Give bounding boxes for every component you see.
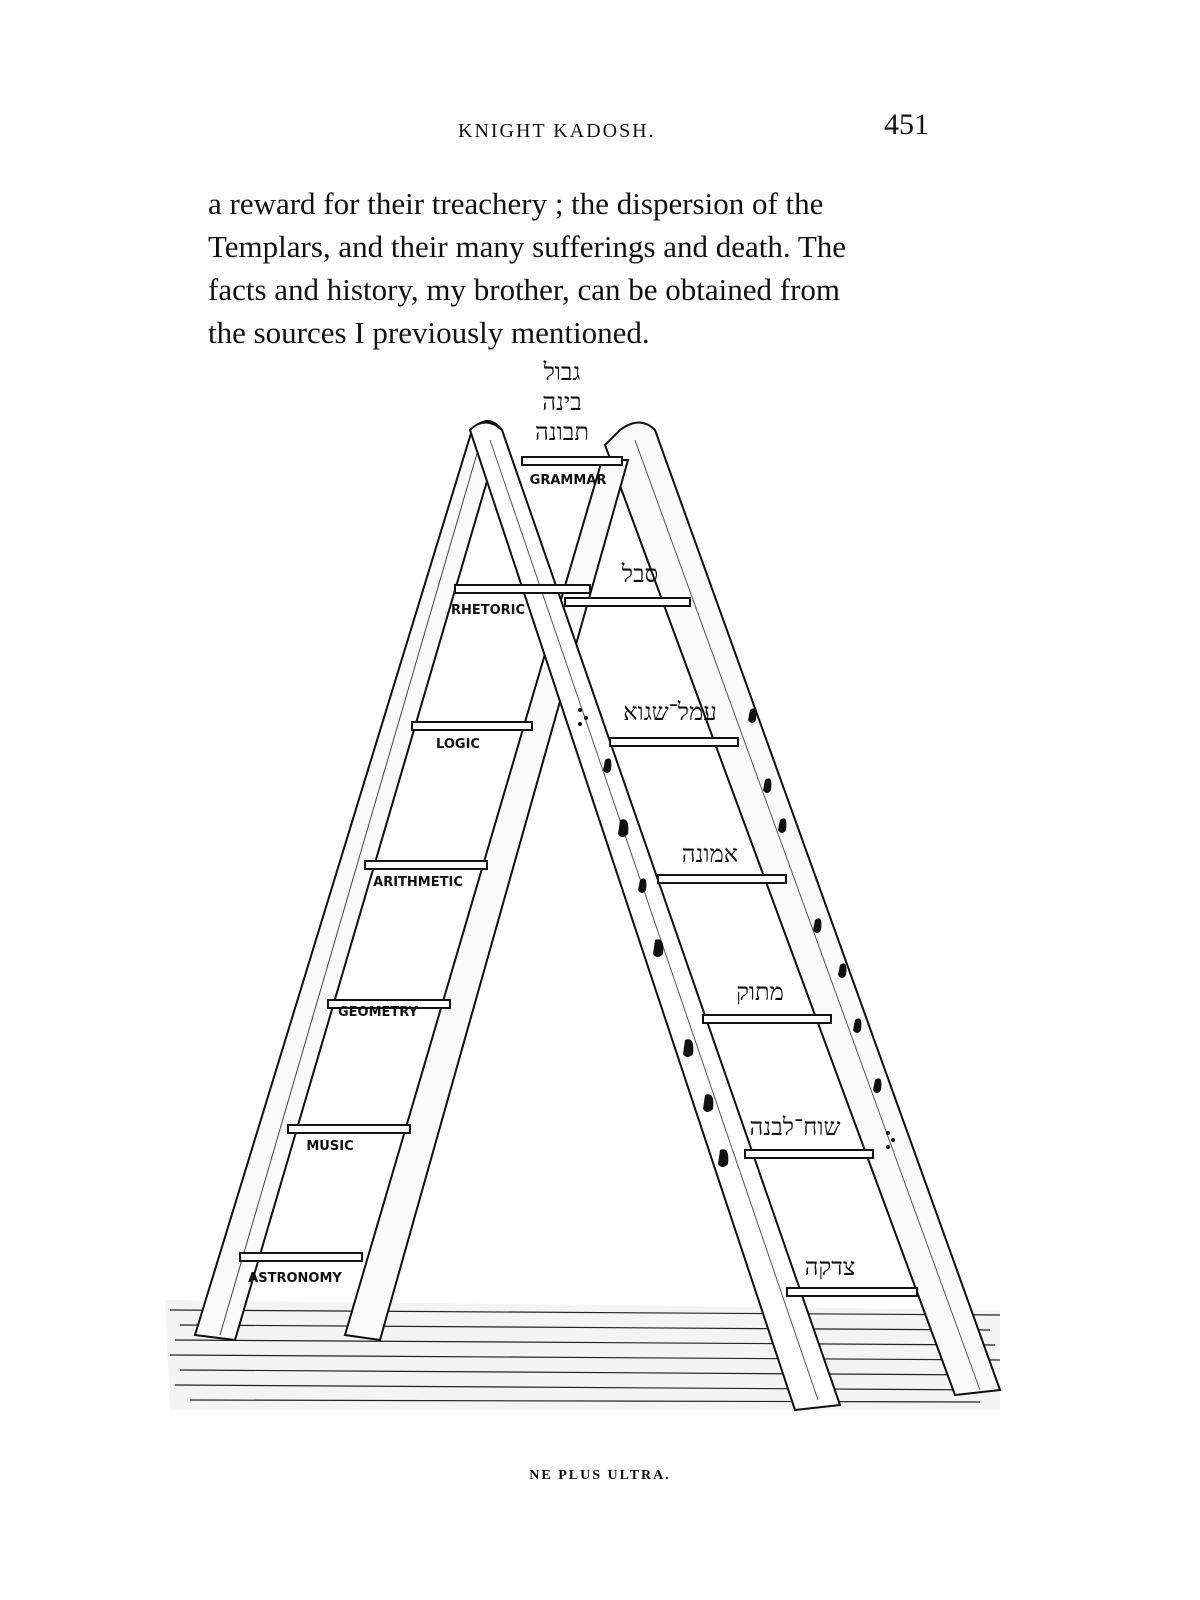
ladder-illustration (150, 350, 1050, 1440)
hebrew-rung-label: צדקה (804, 1253, 856, 1281)
body-paragraph (208, 182, 948, 354)
text-line: facts and history, my brother, can be obtained from (208, 272, 841, 307)
rung-label: MUSIC (306, 1139, 354, 1154)
hebrew-rung-label: סבל (621, 560, 659, 588)
hebrew-word: תבונה (535, 418, 589, 446)
hebrew-rung-label: עמל־שגוא (623, 698, 717, 726)
text-line: a reward for their treachery ; the dispersion of the (208, 186, 824, 221)
rung-label: GRAMMAR (529, 473, 607, 488)
running-title: KNIGHT KADOSH. (458, 120, 656, 142)
rung-label: ASTRONOMY (248, 1271, 342, 1286)
text-line: the sources I previously mentioned. (208, 315, 650, 350)
rung-label: ARITHMETIC (373, 875, 463, 890)
rung-label: LOGIC (436, 737, 480, 752)
page-header (0, 108, 1200, 148)
hebrew-rung-label: אמונה (681, 840, 739, 868)
top-hebrew-words (535, 358, 589, 446)
page-number: 451 (884, 108, 929, 141)
hebrew-word: גבול (543, 358, 581, 386)
figure-caption: NE PLUS ULTRA. (529, 1468, 671, 1483)
rung-label: RHETORIC (450, 603, 526, 618)
text-line: Templars, and their many sufferings and death. The (208, 229, 847, 264)
ground (165, 1300, 1000, 1410)
hebrew-word: בינה (542, 388, 582, 416)
hebrew-rung-label: שוח־לבנה (749, 1113, 841, 1141)
hebrew-rung-label: מתוק (736, 978, 784, 1006)
ladder-drawing (150, 350, 1050, 1440)
rung-label: GEOMETRY (338, 1005, 418, 1020)
